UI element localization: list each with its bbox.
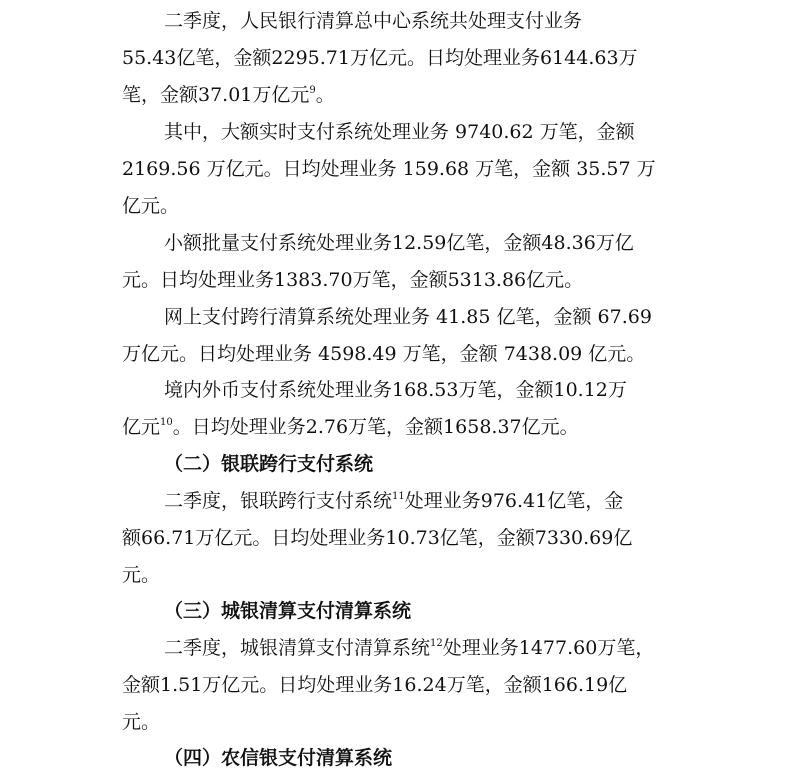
unionpay-line-2: 额66.71万亿元。日均处理业务10.73亿笔，金额7330.69亿 (122, 527, 633, 549)
citybank-line-3: 元。 (122, 711, 161, 733)
p1-line-3-text: 笔，金额37.01万亿元 (122, 84, 310, 106)
citybank-line-2: 金额1.51万亿元。日均处理业务16.24万笔，金额166.19亿 (122, 674, 628, 696)
p3-line-2: 元。日均处理业务1383.70万笔，金额5313.86亿元。 (122, 269, 584, 291)
section-heading-rural-credit: （四）农信银支付清算系统 (164, 747, 393, 769)
citybank-line-1-start: 二季度，城银清算支付清算系统 (164, 637, 431, 659)
p2-line-2: 2169.56 万亿元。日均处理业务 159.68 万笔，金额 35.57 万 (122, 158, 656, 180)
p5-line-2-text: 亿元 (122, 416, 161, 438)
footnote-ref-11: 11 (392, 491, 405, 502)
p2-line-3: 亿元。 (122, 195, 180, 217)
footnote-ref-9: 9 (309, 85, 316, 96)
footnote-ref-10: 10 (160, 417, 173, 428)
unionpay-line-3: 元。 (122, 564, 161, 586)
p5-line-2-end: 。日均处理业务2.76万笔，金额1658.37亿元。 (172, 416, 579, 438)
unionpay-line-1 (0, 488, 787, 514)
p2-line-1: 其中，大额实时支付系统处理业务 9740.62 万笔，金额 (164, 121, 635, 143)
unionpay-line-1-start: 二季度，银联跨行支付系统 (164, 490, 393, 512)
p1-line-2: 55.43亿笔，金额2295.71万亿元。日均处理业务6144.63万 (122, 47, 638, 69)
citybank-line-1-end: 处理业务1477.60万笔， (442, 637, 655, 659)
p4-line-1: 网上支付跨行清算系统处理业务 41.85 亿笔，金额 67.69 (164, 306, 652, 328)
p4-line-2: 万亿元。日均处理业务 4598.49 万笔，金额 7438.09 亿元。 (122, 343, 646, 365)
footnote-ref-12: 12 (430, 638, 443, 649)
citybank-line-1 (0, 635, 787, 661)
section-heading-unionpay: （二）银联跨行支付系统 (164, 453, 374, 475)
p1-line-1: 二季度，人民银行清算总中心系统共处理支付业务 (164, 10, 583, 32)
p5-line-1: 境内外币支付系统处理业务168.53万笔，金额10.12万 (164, 379, 627, 401)
p5-line-2 (0, 414, 787, 440)
section-heading-citybank: （三）城银清算支付清算系统 (164, 600, 412, 622)
p1-line-3 (0, 82, 787, 108)
unionpay-line-1-end: 处理业务976.41亿笔，金 (404, 490, 624, 512)
p3-line-1: 小额批量支付系统处理业务12.59亿笔，金额48.36万亿 (164, 232, 634, 254)
p1-line-3-end: 。 (315, 84, 335, 106)
